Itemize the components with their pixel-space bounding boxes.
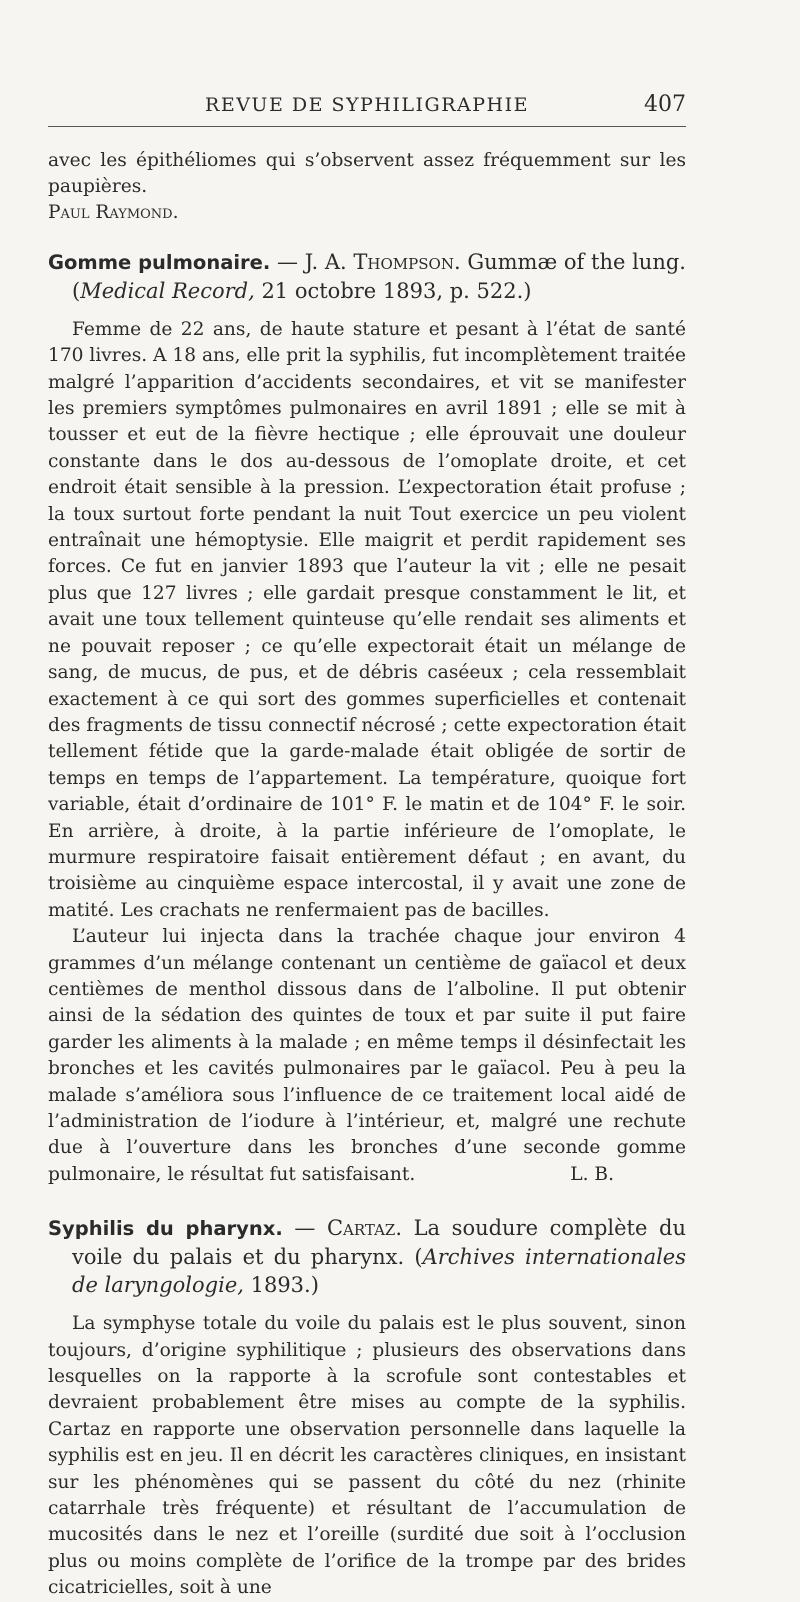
page-number: 407	[644, 92, 686, 117]
opening-signature	[48, 200, 604, 226]
article-2-citation-end: 1893.)	[243, 1273, 319, 1298]
article-2-journal: Archives internationales de laryngologie,	[72, 1245, 687, 1298]
article-1-dash: —	[270, 249, 305, 274]
article-syphilis-pharynx-header	[48, 1214, 686, 1299]
article-1-title: Gummæ of the lung. (	[72, 249, 686, 303]
article-1-citation	[48, 248, 686, 305]
article-2-heading: Syphilis du pharynx.	[48, 1217, 283, 1241]
article-2-paragraph-1: La symphyse totale du voile du palais est le plus souvent, sinon toujours, d’origine syphilitique ; plusieurs des observations dans lesquelles on la rapporte à la scrofule sont contestables et devraient probablement être mises au compte de la syphilis. Cartaz en rapporte une observation personnelle dans laquelle la syphilis est en jeu. Il en décrit les caractères cliniques, en insistant sur les phénomènes qui se passent du côté du nez (rhinite catarrhale très fréquente) et résultant de l’accumulation de mucosités dans le nez et l’oreille (surdité due soit à l’occlusion plus ou moins complète de l’orifice de la trompe par des brides cicatricielles, soit à une	[48, 1313, 686, 1599]
article-1-initials: L. B.	[570, 1163, 614, 1185]
article-1-citation-end: 21 octobre 1893, p. 522.)	[254, 278, 532, 303]
article-1-paragraph-2	[48, 924, 686, 1188]
page-header	[48, 92, 686, 127]
article-1-paragraph-2-text: L’auteur lui injecta dans la trachée chaque jour environ 4 grammes d’un mélange contenant un centième de gaïacol et deux centièmes de menthol dissous dans de l’alboline. Il put obtenir ainsi de la sédation des quintes de toux et par suite il put faire garder les aliments à la malade ; en même temps il désinfectait les bronches et les cavités pulmonaires par le gaïacol. Peu à peu la malade s’améliora sous l’influence de ce traitement local aidé de l’administration de l’iodure à l’intérieur, et, malgré une rechute due à l’ouverture dans les bronches d’une seconde gomme pulmonaire, le résultat fut satisfaisant.	[48, 926, 686, 1185]
page-body	[48, 148, 686, 1602]
article-2-title: La soudure complète du voile du palais et du pharynx. (	[72, 1216, 686, 1270]
article-1-heading: Gomme pulmonaire.	[48, 250, 271, 274]
running-title: REVUE DE SYPHILIGRAPHIE	[205, 94, 529, 116]
article-2-citation	[48, 1214, 686, 1299]
article-2-dash: —	[282, 1216, 327, 1241]
opening-paragraph: avec les épithéliomes qui s’observent assez fréquemment sur les paupières.	[48, 150, 686, 198]
article-1-author: J. A. Thompson.	[304, 249, 461, 274]
article-gomme-pulmonaire-header	[48, 248, 686, 305]
article-1-paragraph-1: Femme de 22 ans, de haute stature et pesant à l’état de santé 170 livres. A 18 ans, elle prit la syphilis, fut incomplètement traitée malgré l’apparition d’accidents secondaires, et vit se manifester les premiers symptômes pulmonaires en avril 1891 ; elle se mit à tousser et eut de la fièvre hectique ; elle éprouvait une douleur constante dans le dos au-dessous de l’omoplate droite, et cet endroit était sensible à la pression. L’expectoration était profuse ; la toux surtout forte pendant la nuit Tout exercice un peu violent entraînait une hémoptysie. Elle maigrit et perdit rapidement ses forces. Ce fut en janvier 1893 que l’auteur la vit ; elle ne pesait plus que 127 livres ; elle gardait presque constamment le lit, et avait une toux tellement quinteuse qu’elle rendait ses aliments et ne pouvait reposer ; ce qu’elle expectorait était un mélange de sang, de mucus, de pus, et de débris caséeux ; cela ressemblait exactement à ce qui sort des gommes superficielles et contenait des fragments de tissu connectif nécrosé ; cette expectoration était tellement fétide que la garde-malade était obligée de sortir de temps en temps de l’appartement. La température, quoique fort variable, était d’ordinaire de 101° F. le matin et de 104° F. le soir. En arrière, à droite, à la partie inférieure de l’omoplate, le murmure respiratoire faisait entièrement défaut ; en avant, du troisième au cinquième espace intercostal, il y avait une zone de matité. Les crachats ne renfermaient pas de bacilles.	[48, 318, 686, 921]
signature-name: Paul Raymond.	[48, 201, 179, 223]
article-1-journal: Medical Record,	[80, 278, 255, 303]
article-2-author: Cartaz.	[326, 1216, 402, 1241]
